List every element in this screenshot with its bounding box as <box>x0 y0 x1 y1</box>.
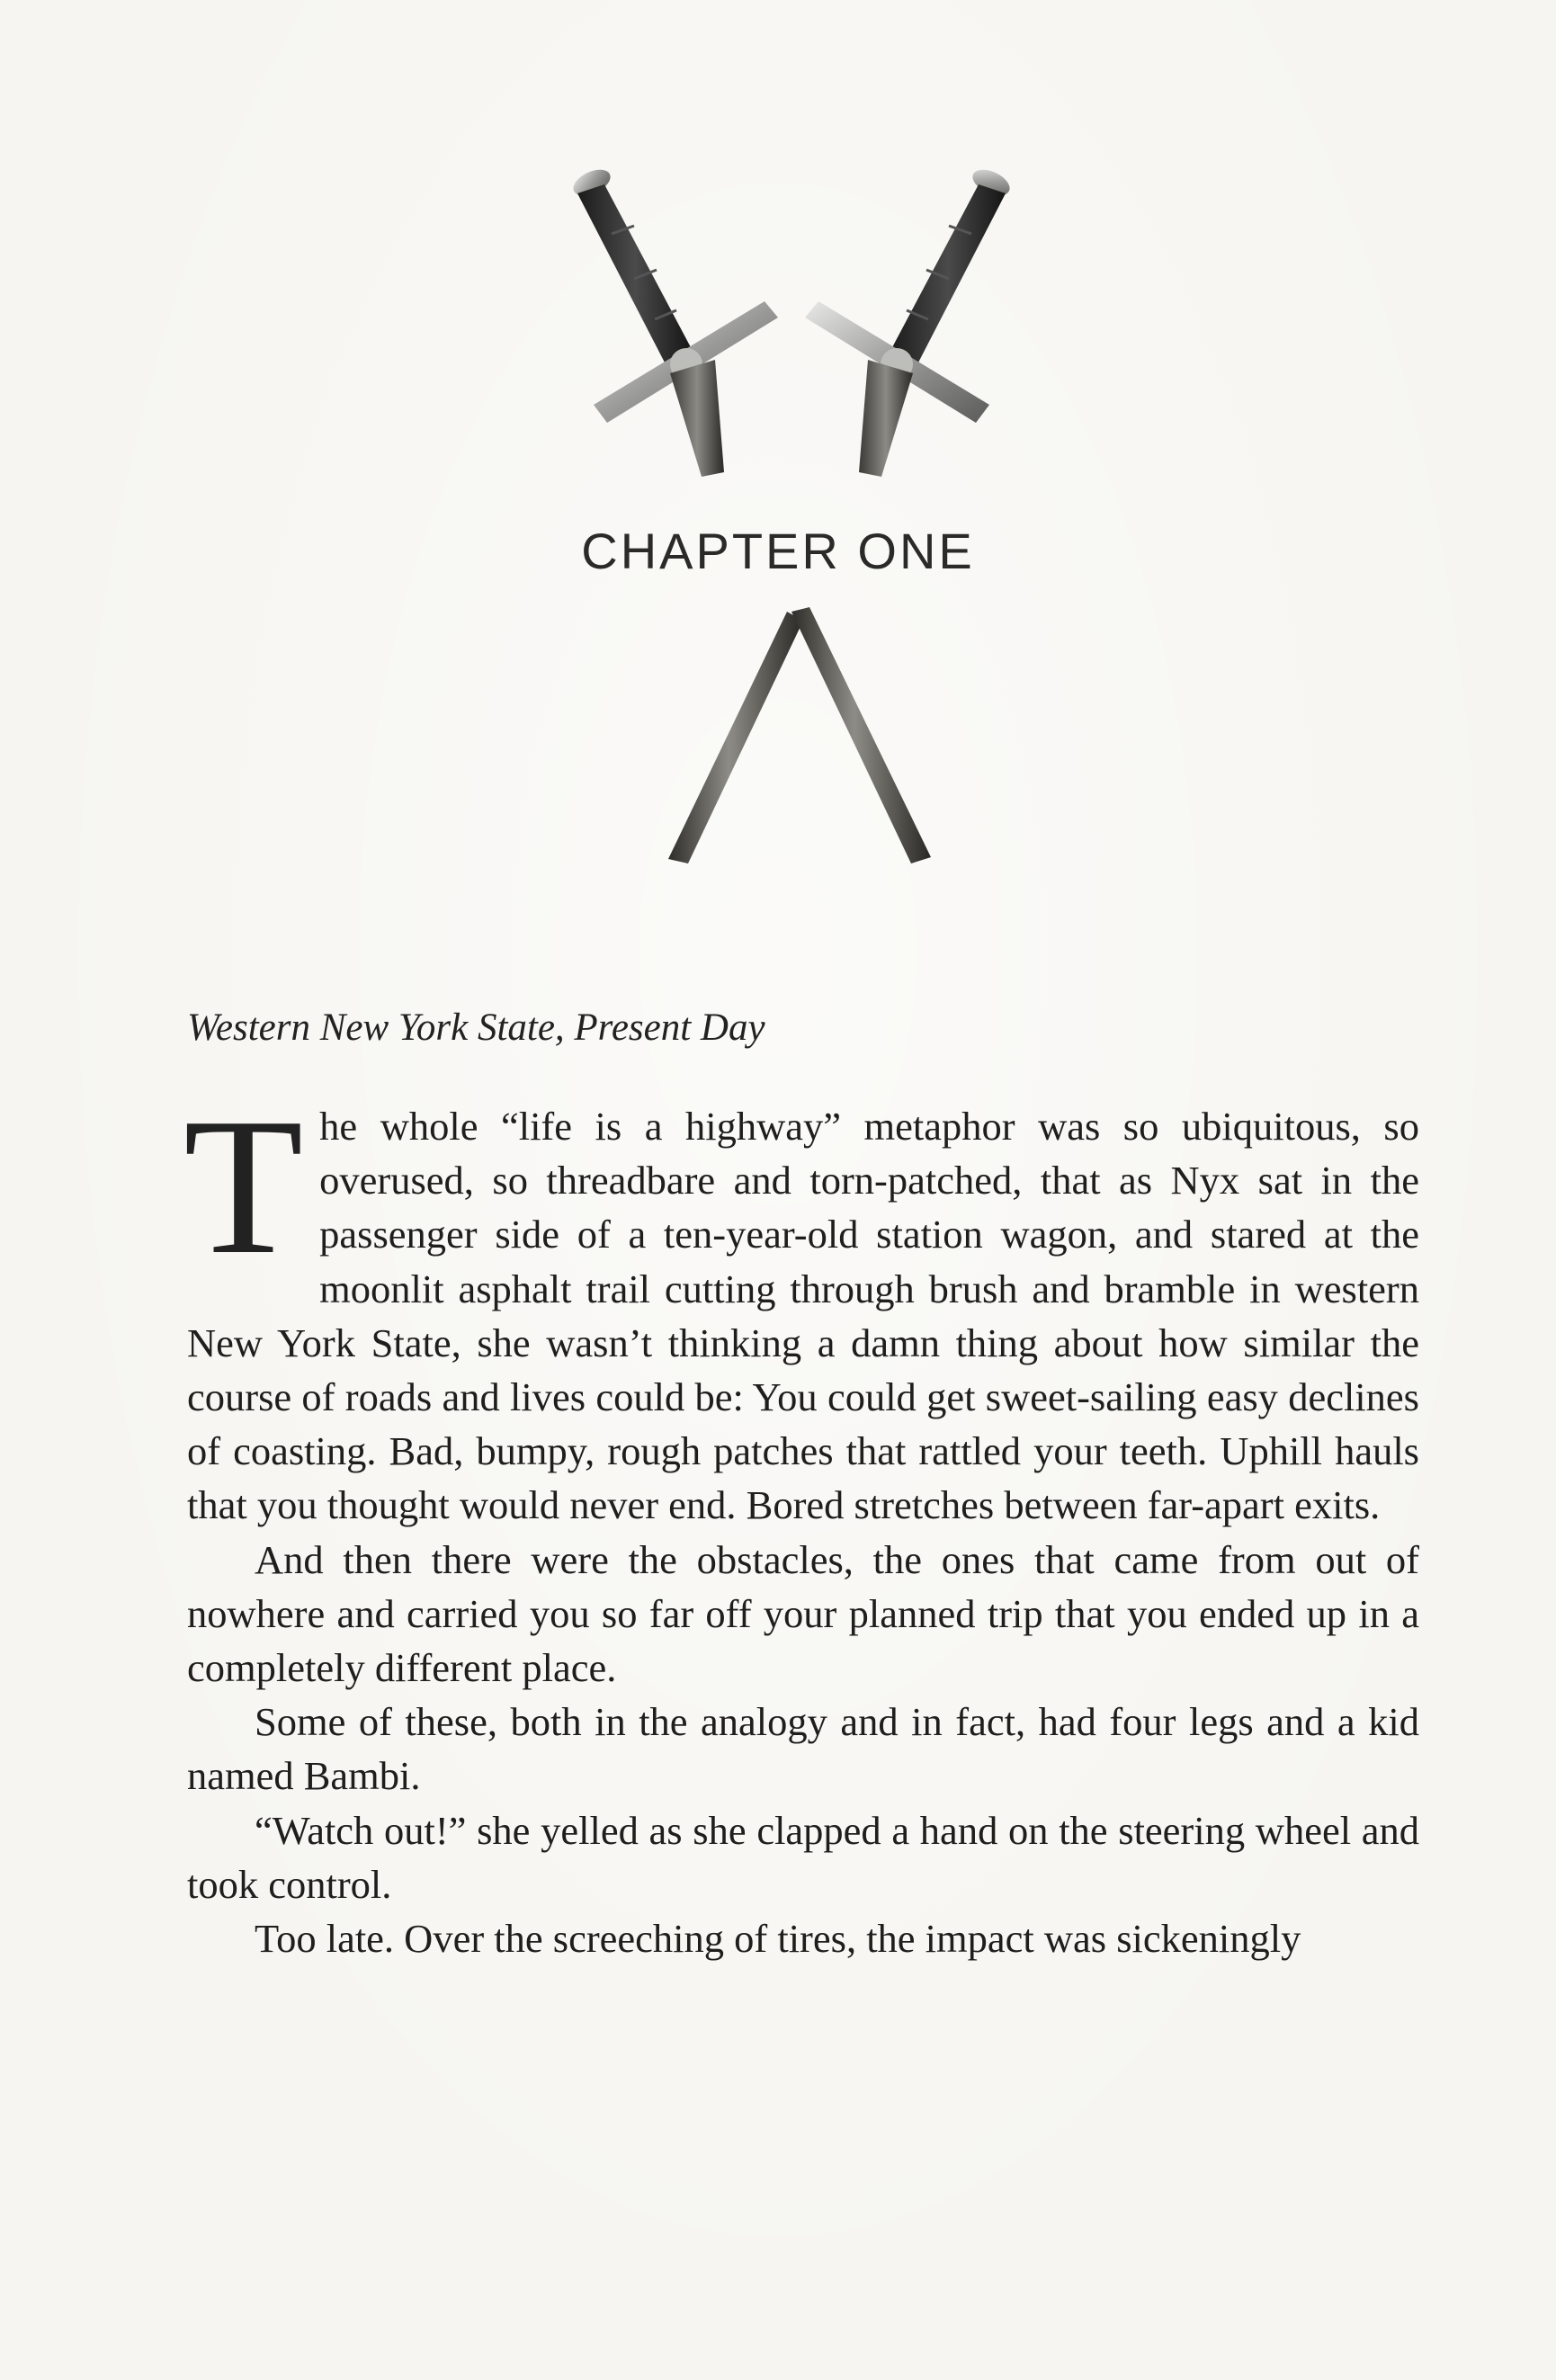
right-dagger-icon <box>805 166 1014 477</box>
paragraph: And then there were the obstacles, the ones that came from out of nowhere and carried you so far off your planned trip that you ended up in a completely different place. <box>187 1536 1419 1691</box>
dagger-blades-icon <box>652 607 940 868</box>
paragraph: The whole “life is a highway” metaphor was so ubiquitous, so overused, so threadbare and torn-patched, that as Nyx sat in the passenger side of a ten-year-old station wagon, and stared at the moonlit asphalt trail cutting through brush and bramble in western New York State, she wasn’t thinking a damn thing about how similar the course of roads and lives could be: You could get sweet-sailing easy declines of coasting. Bad, bumpy, rough patches that rattled your teeth. Uphill hauls that you thought would never end. Bored stretches between far-apart exits. <box>183 1078 1419 1528</box>
drop-cap: T <box>183 1078 304 1295</box>
right-blade-icon <box>791 607 931 863</box>
chapter-body <box>183 1078 1419 1965</box>
paragraph: “Watch out!” she yelled as she clapped a hand on the steering wheel and took control. <box>187 1807 1419 1907</box>
location-line: Western New York State, Present Day <box>187 1007 765 1049</box>
left-dagger-icon <box>569 166 778 477</box>
chapter-title: CHAPTER ONE <box>581 523 975 579</box>
crossed-daggers-icon <box>558 166 1025 499</box>
paragraph: Too late. Over the screeching of tires, the impact was sickeningly <box>255 1916 1301 1962</box>
paragraph: Some of these, both in the analogy and in fact, had four legs and a kid named Bambi. <box>187 1699 1419 1799</box>
left-blade-icon <box>668 612 803 863</box>
